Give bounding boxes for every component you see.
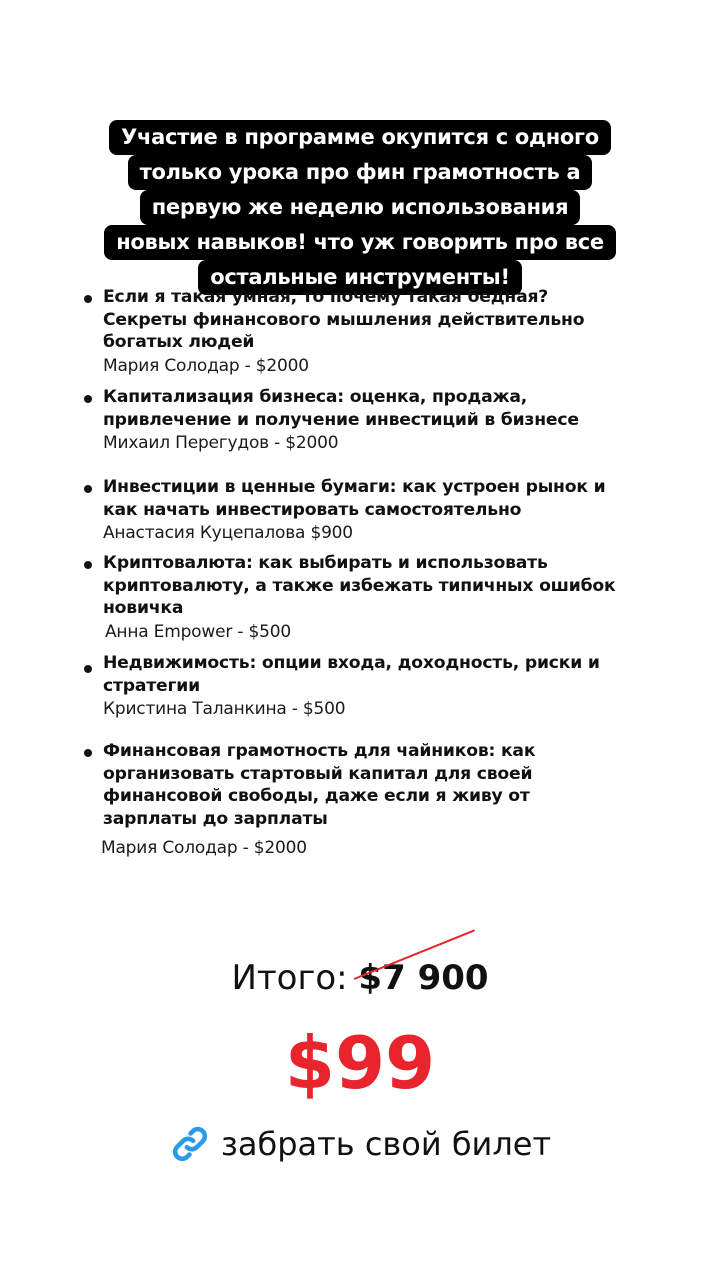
bullet-icon xyxy=(84,561,92,569)
course-title xyxy=(103,552,670,620)
course-title-line: криптовалюту, а также избежать типичных ошибок xyxy=(103,575,616,596)
course-item xyxy=(80,552,670,644)
headline-line: новых навыков! что уж говорить про все xyxy=(104,225,616,260)
bullet-icon xyxy=(84,395,92,403)
link-icon xyxy=(169,1123,211,1165)
course-speaker: Мария Солодар - $2000 xyxy=(101,838,307,858)
course-item xyxy=(80,740,670,860)
headline-line: первую же неделю использования xyxy=(140,190,581,225)
bullet-icon xyxy=(84,295,92,303)
course-speaker: Кристина Таланкина - $500 xyxy=(103,699,346,719)
bullet-icon xyxy=(84,485,92,493)
course-speaker: Анастасия Куцепалова $900 xyxy=(103,523,353,543)
course-title-line: финансовой свободы, даже если я живу от xyxy=(103,786,530,806)
course-item xyxy=(80,652,670,721)
bullet-icon xyxy=(84,749,92,757)
course-title-line: как начать инвестировать самостоятельно xyxy=(103,499,522,520)
course-title-line: богатых людей xyxy=(103,332,255,352)
old-price-value: $7 900 xyxy=(358,958,489,998)
course-title xyxy=(103,652,670,697)
cta-label[interactable]: забрать свой билет xyxy=(220,1125,552,1163)
total-row xyxy=(0,956,720,1000)
course-title-line: Недвижимость: опции входа, доходность, риски и xyxy=(103,653,600,673)
old-price xyxy=(358,956,488,1000)
course-title xyxy=(103,286,670,354)
headline xyxy=(0,120,720,295)
course-title-line: Криптовалюта: как выбирать и использовать xyxy=(103,553,548,573)
course-title-line: зарплаты до зарплаты xyxy=(103,808,328,829)
course-speaker: Анна Empower - $500 xyxy=(105,621,291,642)
course-item xyxy=(80,476,670,545)
get-ticket-link[interactable] xyxy=(0,1122,720,1166)
bullet-icon xyxy=(84,665,92,673)
course-title xyxy=(103,476,670,521)
course-title-line: Финансовая грамотность для чайников: как xyxy=(103,741,536,761)
total-label: Итого: xyxy=(231,958,348,998)
course-title-line: организовать стартовый капитал для своей xyxy=(103,763,533,784)
course-title xyxy=(103,740,670,830)
course-item xyxy=(80,386,670,455)
course-title-line: новичка xyxy=(103,598,184,618)
price: $99 xyxy=(284,1021,436,1105)
course-title-line: привлечение и получение инвестиций в бизнесе xyxy=(103,409,579,430)
course-title-line: стратегии xyxy=(103,675,200,696)
headline-line: только урока про фин грамотность а xyxy=(128,155,593,190)
course-title-line: Если я такая умная, то почему такая бедная? xyxy=(103,287,549,307)
course-title-line: Секреты финансового мышления действительно xyxy=(103,309,585,330)
course-title-line: Капитализация бизнеса: оценка, продажа, xyxy=(103,387,528,407)
course-item xyxy=(80,286,670,378)
headline-line: остальные инструменты! xyxy=(198,260,522,295)
headline-line: Участие в программе окупится с одного xyxy=(109,120,611,155)
course-speaker: Мария Солодар - $2000 xyxy=(103,355,309,376)
course-title xyxy=(103,386,670,431)
course-title-line: Инвестиции в ценные бумаги: как устроен рынок и xyxy=(103,477,606,497)
course-speaker: Михаил Перегудов - $2000 xyxy=(103,433,339,453)
